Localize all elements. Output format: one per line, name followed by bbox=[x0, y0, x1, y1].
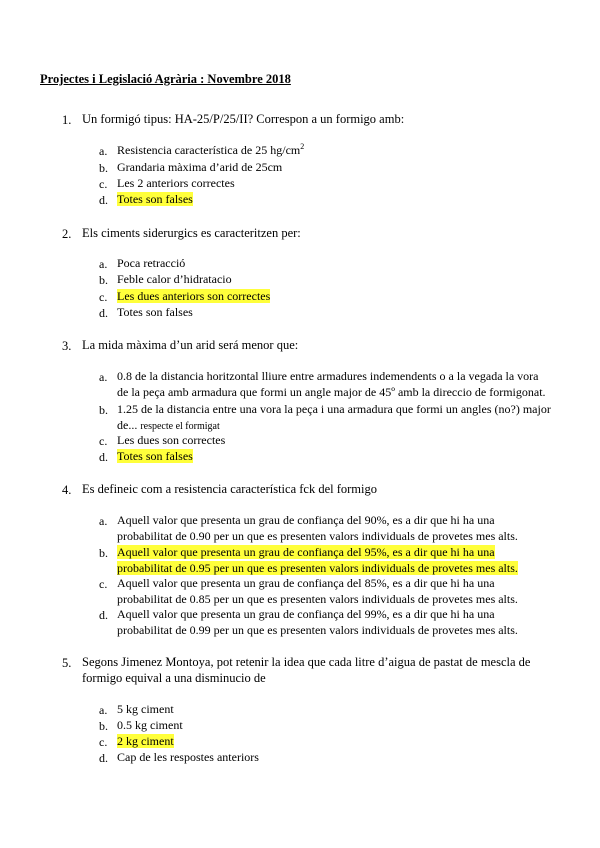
option-label: b. bbox=[99, 161, 108, 175]
question-text: Segons Jimenez Montoya, pot retenir la idea que cada litre d’aigua de pastat de mescla de bbox=[82, 655, 531, 669]
option-label: b. bbox=[99, 403, 108, 417]
page-title: Projectes i Legislació Agrària : Novembre 2018 bbox=[40, 72, 291, 86]
option-text: 1.25 de la distancia entre una vora la peça i una armadura que formi un angles (no?) major bbox=[117, 402, 551, 416]
option-label: c. bbox=[99, 177, 108, 191]
option-label: a. bbox=[99, 703, 108, 717]
option-label: b. bbox=[99, 719, 108, 733]
option-text-continued: probabilitat de 0.85 per un que es presenten valors individuals de provetes mes alts. bbox=[117, 592, 518, 606]
option-text: Totes son falses bbox=[117, 305, 193, 319]
option-text: 5 kg ciment bbox=[117, 702, 174, 716]
highlighted-answer: probabilitat de 0.95 per un que es presenten valors individuals de provetes mes alts. bbox=[117, 561, 518, 575]
option-text-highlighted bbox=[117, 289, 270, 305]
option-label: d. bbox=[99, 608, 108, 622]
option-label-highlighted: d. bbox=[99, 450, 108, 464]
option-text: Aquell valor que presenta un grau de confiança del 90%, es a dir que hi ha una bbox=[117, 513, 495, 527]
question-number: 1. bbox=[62, 113, 72, 127]
option-label: a. bbox=[99, 257, 108, 271]
option-text-continued: probabilitat de 0.99 per un que es presenten valors individuals de provetes mes alts. bbox=[117, 623, 518, 637]
question-number: 2. bbox=[62, 227, 72, 241]
option-label-highlighted: d. bbox=[99, 193, 108, 207]
option-text: 0.5 kg ciment bbox=[117, 718, 183, 732]
option-text-highlighted bbox=[117, 449, 193, 465]
highlighted-answer: Totes son falses bbox=[117, 449, 193, 463]
option-label-highlighted: c. bbox=[99, 290, 108, 304]
option-text: Aquell valor que presenta un grau de confiança del 99%, es a dir que hi ha una bbox=[117, 607, 495, 621]
option-label: a. bbox=[99, 144, 108, 158]
question-text: Un formigó tipus: HA-25/P/25/II? Correspon a un formigo amb: bbox=[82, 112, 405, 126]
option-text: Aquell valor que presenta un grau de confiança del 85%, es a dir que hi ha una bbox=[117, 576, 495, 590]
option-text: Feble calor d’hidratacio bbox=[117, 272, 232, 286]
option-text: 0.8 de la distancia horitzontal lliure entre armadures indemendents o a la vegada la vora bbox=[117, 369, 539, 383]
option-label: d. bbox=[99, 751, 108, 765]
option-label: d. bbox=[99, 306, 108, 320]
highlighted-answer: Aquell valor que presenta un grau de confiança del 95%, es a dir que hi ha una bbox=[117, 545, 495, 559]
option-text: Les 2 anteriors correctes bbox=[117, 176, 235, 190]
option-label-highlighted: c. bbox=[99, 735, 108, 749]
option-text-continued: probabilitat de 0.90 per un que es presenten valors individuals de provetes mes alts. bbox=[117, 529, 518, 543]
option-text bbox=[117, 143, 527, 159]
option-label: c. bbox=[99, 577, 108, 591]
highlighted-answer: Totes son falses bbox=[117, 192, 193, 206]
handwritten-note: respecte el formigat bbox=[140, 421, 220, 432]
question-number: 5. bbox=[62, 656, 72, 670]
option-text-continued: de la peça amb armadura que formi un angle major de 45º amb la direccio de formigonat. bbox=[117, 385, 546, 399]
question-text-continued: formigo equival a una disminucio de bbox=[82, 671, 266, 685]
highlighted-answer: Les dues anteriors son correctes bbox=[117, 289, 271, 303]
question-number: 3. bbox=[62, 339, 72, 353]
superscript: 2 bbox=[300, 142, 305, 151]
question-text: Es defineic com a resistencia característica fck del formigo bbox=[82, 482, 377, 496]
option-label-highlighted: b. bbox=[99, 546, 108, 560]
option-text-highlighted bbox=[117, 545, 495, 561]
option-label: a. bbox=[99, 370, 108, 384]
option-text: Cap de les respostes anteriors bbox=[117, 750, 259, 764]
highlighted-answer: 2 kg ciment bbox=[117, 734, 174, 748]
option-text-highlighted-continued bbox=[117, 561, 518, 577]
option-text: Les dues son correctes bbox=[117, 433, 226, 447]
option-label: a. bbox=[99, 514, 108, 528]
option-label: c. bbox=[99, 434, 108, 448]
option-text: Grandaria màxima d’arid de 25cm bbox=[117, 160, 283, 174]
question-text: La mida màxima d’un arid será menor que: bbox=[82, 338, 299, 352]
question-number: 4. bbox=[62, 483, 72, 497]
option-text-content: de... bbox=[117, 418, 138, 432]
question-text: Els ciments siderurgics es caracteritzen per: bbox=[82, 226, 301, 240]
option-text-highlighted bbox=[117, 734, 174, 750]
option-text-content: Resistencia característica de 25 hg/cm bbox=[117, 143, 301, 157]
option-text: Poca retracció bbox=[117, 256, 186, 270]
option-text-highlighted bbox=[117, 192, 193, 208]
option-label: b. bbox=[99, 273, 108, 287]
